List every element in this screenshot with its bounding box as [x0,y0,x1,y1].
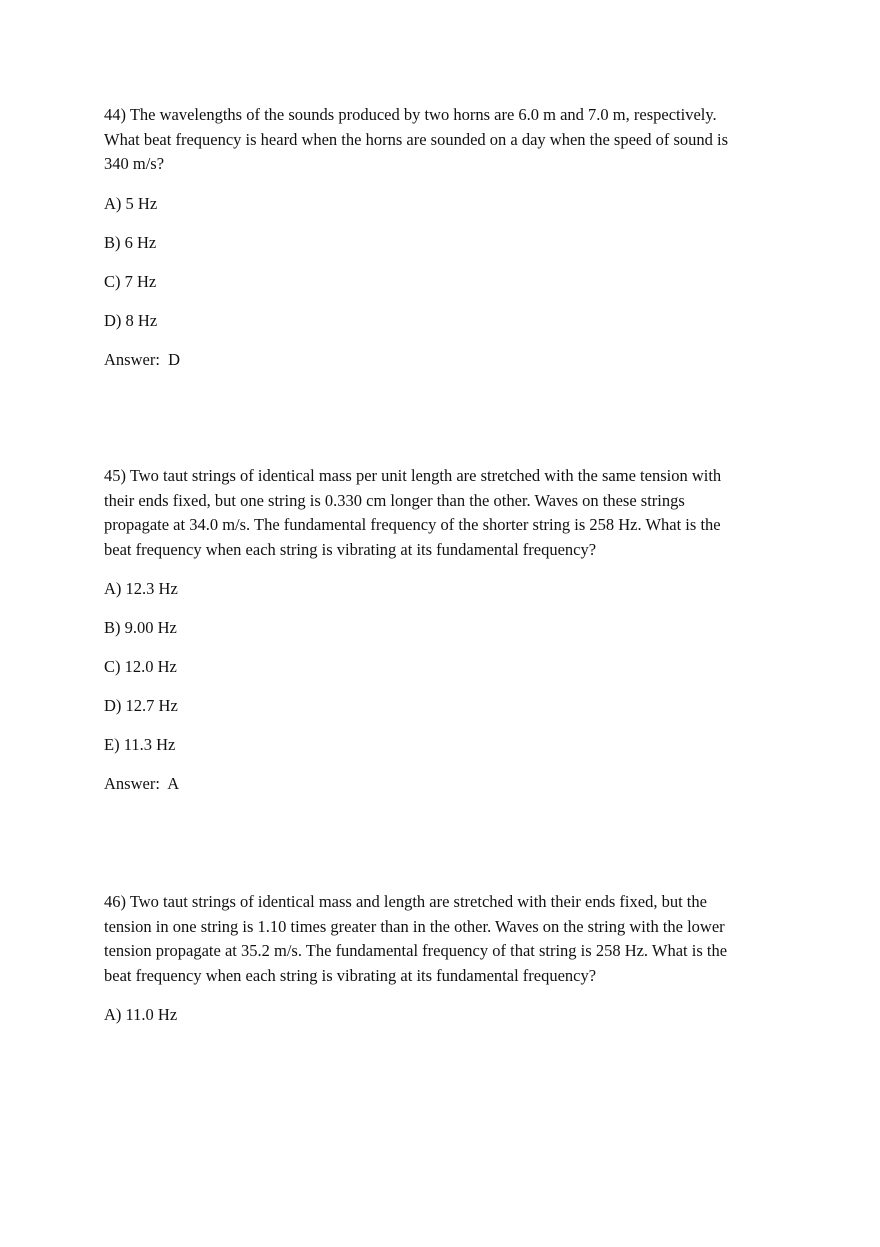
question-45 [104,464,774,794]
question-stem [104,464,774,562]
option-a: A) 11.0 Hz [104,1005,178,1024]
answer-options [104,194,774,331]
answer-key: Answer: A [104,774,180,793]
answer-options [104,1005,774,1025]
question-44 [104,103,774,370]
question-stem [104,103,774,177]
option-b: B) 6 Hz [104,232,157,252]
stem-line: 46) Two taut strings of identical mass and length are stretched with their ends fixed, but the [104,892,707,911]
stem-line: 340 m/s? [104,154,165,173]
option-a: A) 5 Hz [104,193,158,213]
question-stem [104,890,774,988]
question-46 [104,890,774,1025]
stem-line: 45) Two taut strings of identical mass per unit length are stretched with the same tension with [104,466,722,485]
option-b: B) 9.00 Hz [104,618,177,637]
option-d: D) 8 Hz [104,310,158,330]
answer-options [104,579,774,755]
option-a: A) 12.3 Hz [104,579,178,598]
option-d: D) 12.7 Hz [104,696,178,715]
stem-line: beat frequency when each string is vibrating at its fundamental frequency? [104,965,597,985]
stem-line: beat frequency when each string is vibrating at its fundamental frequency? [104,539,597,559]
stem-line: propagate at 34.0 m/s. The fundamental frequency of the shorter string is 258 Hz. What is the [104,515,721,534]
option-c: C) 12.0 Hz [104,657,177,676]
stem-line: 44) The wavelengths of the sounds produced by two horns are 6.0 m and 7.0 m, respectively. [104,105,717,124]
stem-line: their ends fixed, but one string is 0.330 cm longer than the other. Waves on these strings [104,490,685,510]
option-c: C) 7 Hz [104,271,157,291]
stem-line: What beat frequency is heard when the horns are sounded on a day when the speed of sound is [104,129,729,149]
stem-line: tension propagate at 35.2 m/s. The fundamental frequency of that string is 258 Hz. What is the [104,941,728,960]
option-e: E) 11.3 Hz [104,735,176,754]
answer-key: Answer: D [104,349,181,369]
stem-line: tension in one string is 1.10 times greater than in the other. Waves on the string with the lower [104,916,725,936]
